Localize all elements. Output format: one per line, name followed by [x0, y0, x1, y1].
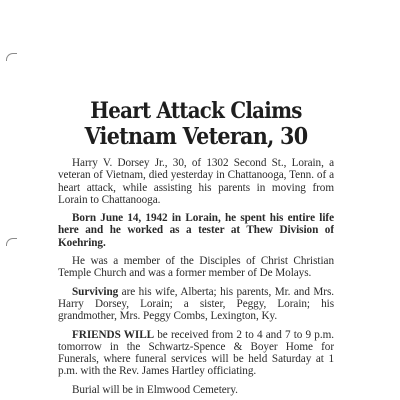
paragraph-survivors: [58, 286, 334, 323]
paragraph-biography: [58, 212, 334, 249]
paragraph-text: Burial will be in Elmwood Cemetery.: [72, 383, 238, 396]
article-body: [58, 157, 334, 396]
paragraph-lead: FRIENDS WILL: [72, 328, 155, 341]
headline: [72, 98, 320, 150]
paragraph-text: are his wife, Alberta; his parents, Mr. and Mrs. Harry Dorsey, Lorain; a sister, Peggy, Lorain; his grandmother, Mrs. Peggy Combs, Lexington, Ky.: [58, 285, 334, 323]
paragraph-lead: Born June 14, 1942 in Lorain, he spent his entire life here and he worked as a tester at Thew Division of Koehring.: [58, 212, 334, 249]
paragraph-memberships: [58, 255, 334, 280]
scan-corner-mark-top: [6, 53, 17, 61]
paragraph-text: Harry V. Dorsey Jr., 30, of 1302 Second St., Lorain, a veteran of Vietnam, died yesterday in Chattanooga, Tenn. of a heart attack, while assisting his parents in moving from Lorain to Chattanooga.: [58, 157, 334, 206]
scan-corner-mark-bottom: [6, 238, 17, 246]
paragraph-text: be received from 2 to 4 and 7 to 9 p.m. tomorrow in the Schwartz-Spence & Boyer Home for Funerals, where funeral services will be held Saturday at 1 p.m. with the Rev. James Hartley officiating.: [58, 328, 334, 378]
paragraph-services: [58, 329, 334, 378]
paragraph-lead: Surviving: [72, 285, 119, 298]
obituary-clipping: [58, 98, 334, 400]
paragraph-death-notice: [58, 157, 334, 206]
headline-line-2: Vietnam Veteran, 30: [84, 123, 308, 150]
headline-line-1: Heart Attack Claims: [90, 98, 302, 124]
paragraph-text: He was a member of the Disciples of Christ Christian Temple Church and was a former member of De Molays.: [58, 255, 334, 280]
paragraph-burial: [58, 384, 334, 396]
